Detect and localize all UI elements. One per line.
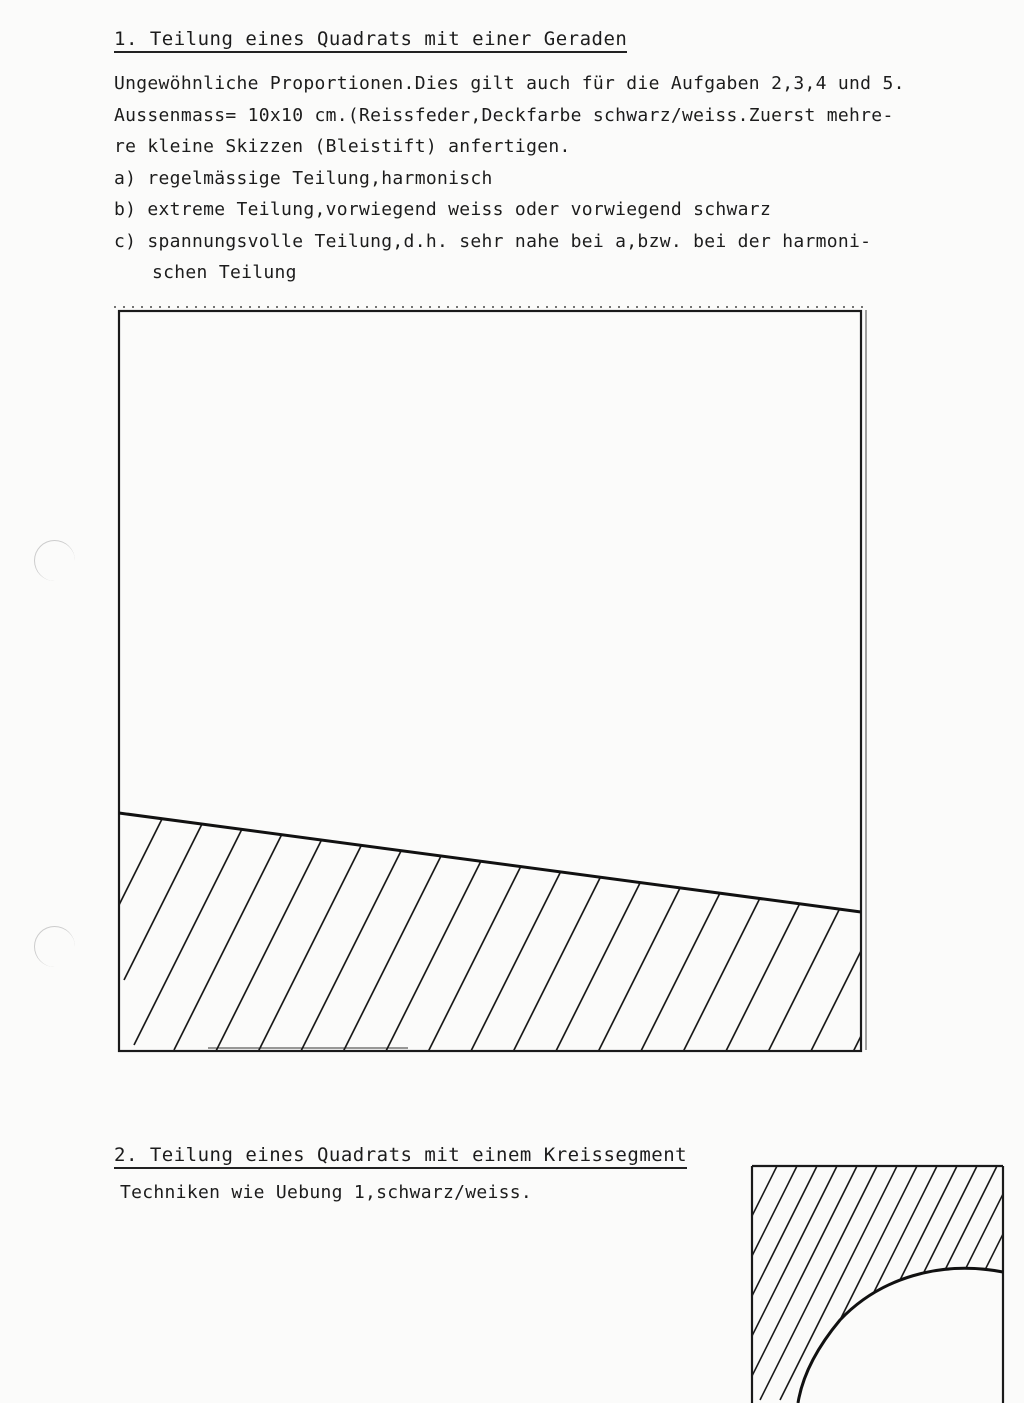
figure-2-hatching <box>720 1160 1024 1400</box>
figure-2-arc <box>798 1268 1003 1403</box>
exercise-2-description: Techniken wie Uebung 1,schwarz/weiss. <box>120 1182 533 1203</box>
intro-line-3: re kleine Skizzen (Bleistift) anfertigen. <box>114 136 571 157</box>
list-item-a: a) regelmässige Teilung,harmonisch <box>114 167 493 189</box>
list-item-c: c) spannungsvolle Teilung,d.h. sehr nahe bei a,bzw. bei der harmoni- <box>114 230 872 252</box>
list-item-b: b) extreme Teilung,vorwiegend weiss oder vorwiegend schwarz <box>114 199 772 220</box>
figure-1-square <box>119 311 861 1051</box>
figure-2-square-circle-segment <box>720 1160 1024 1403</box>
intro-line-2: Aussenmass= 10x10 cm.(Reissfeder,Deckfarbe schwarz/weiss.Zuerst mehre- <box>114 104 894 126</box>
figure-1-square-line-division <box>114 307 934 1130</box>
list-item-c-continuation: schen Teilung <box>152 262 297 283</box>
exercise-2-heading: 2. Teilung eines Quadrats mit einem Kreissegment <box>114 1144 687 1169</box>
figure-1-dividing-line <box>119 813 861 912</box>
exercise-1-heading: 1. Teilung eines Quadrats mit einer Geraden <box>114 28 627 53</box>
intro-line-1: Ungewöhnliche Proportionen.Dies gilt auch für die Aufgaben 2,3,4 und 5. <box>114 73 905 94</box>
figure-1-hatching <box>114 795 934 1130</box>
